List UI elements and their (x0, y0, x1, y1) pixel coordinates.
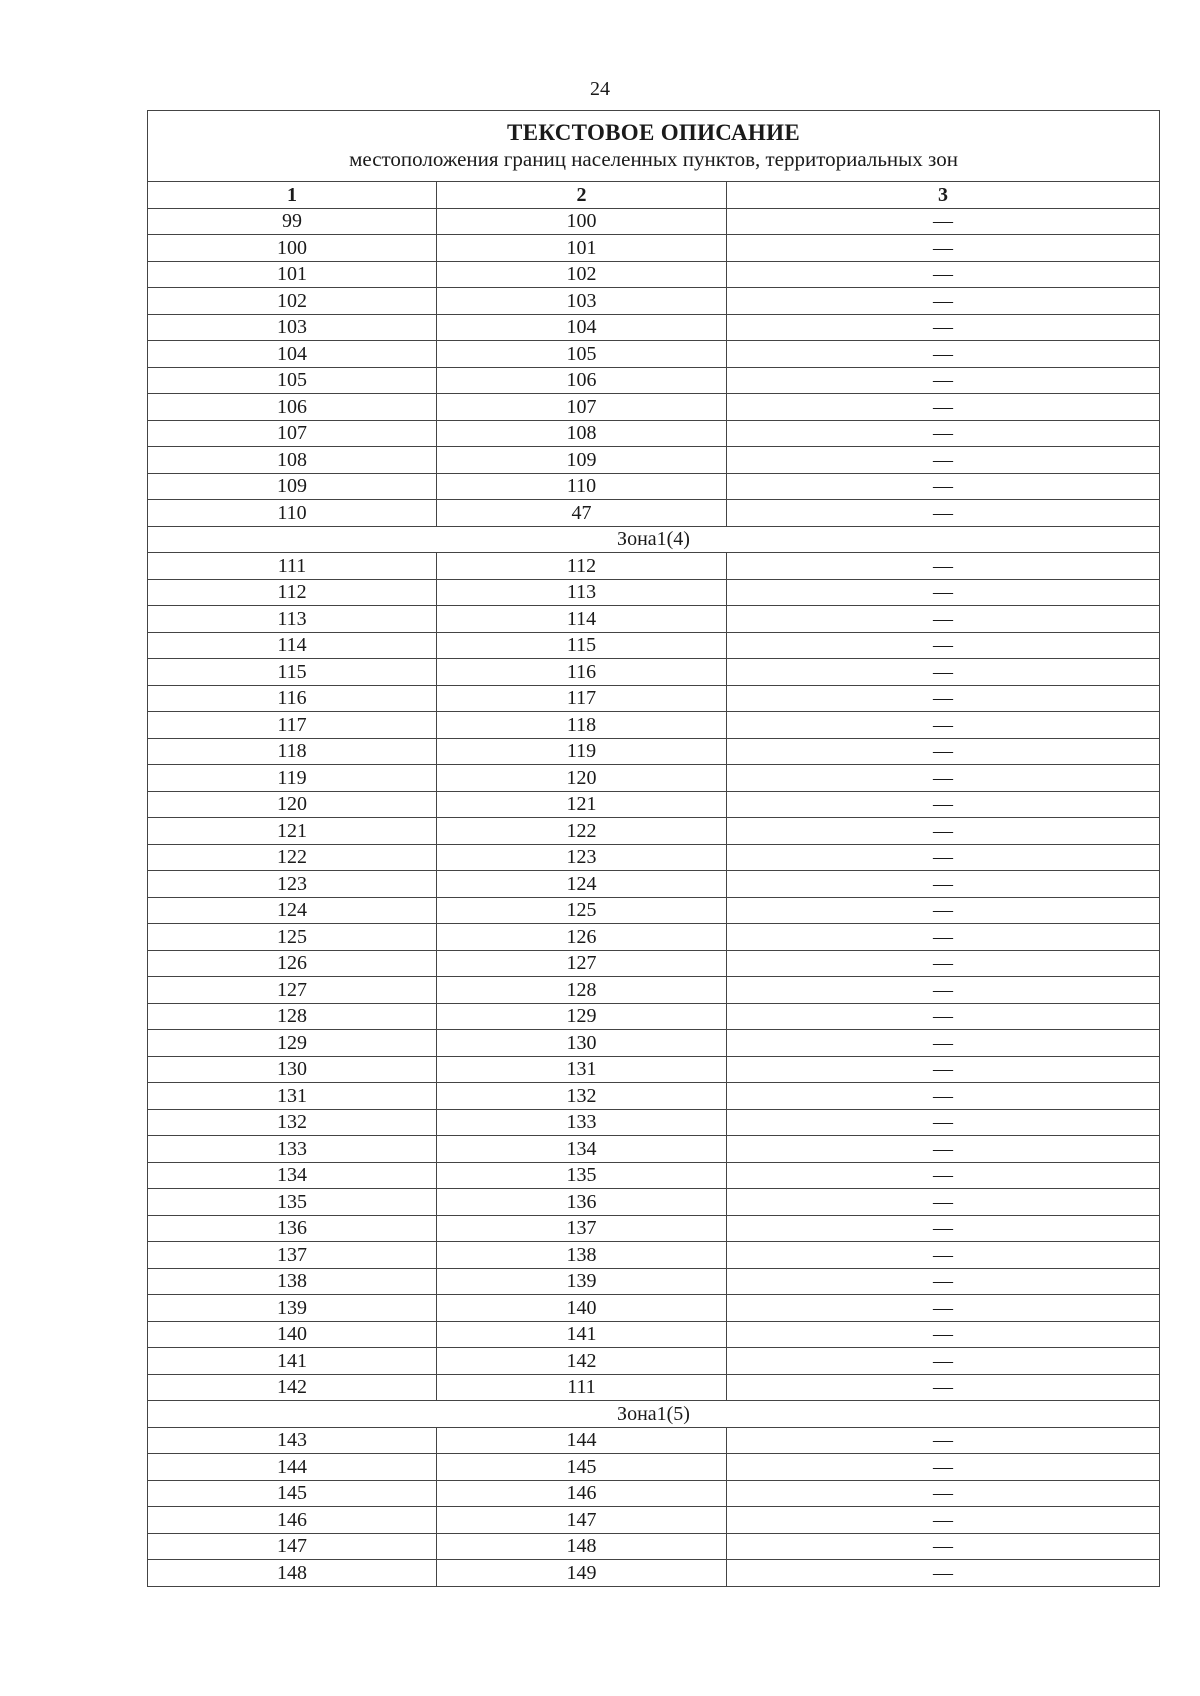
to-point-cell: 142 (437, 1348, 727, 1375)
from-point-cell: 100 (148, 235, 437, 262)
description-cell: — (727, 791, 1160, 818)
description-cell: — (727, 606, 1160, 633)
table-row (148, 1083, 1160, 1110)
description-cell: — (727, 924, 1160, 951)
description-cell: — (727, 1374, 1160, 1401)
zone-label: Зона1(5) (148, 1401, 1160, 1428)
from-point-cell: 141 (148, 1348, 437, 1375)
table-row (148, 897, 1160, 924)
to-point-cell: 128 (437, 977, 727, 1004)
to-point-cell: 122 (437, 818, 727, 845)
table-row (148, 579, 1160, 606)
column-header-row (148, 182, 1160, 209)
description-cell: — (727, 659, 1160, 686)
from-point-cell: 137 (148, 1242, 437, 1269)
table-row (148, 420, 1160, 447)
table-row (148, 1321, 1160, 1348)
table-row (148, 950, 1160, 977)
description-cell: — (727, 1162, 1160, 1189)
to-point-cell: 101 (437, 235, 727, 262)
description-cell: — (727, 1215, 1160, 1242)
table-row (148, 1374, 1160, 1401)
table-row (148, 261, 1160, 288)
table-row (148, 208, 1160, 235)
description-cell: — (727, 500, 1160, 527)
from-point-cell: 142 (148, 1374, 437, 1401)
to-point-cell: 118 (437, 712, 727, 739)
to-point-cell: 134 (437, 1136, 727, 1163)
table-row (148, 1030, 1160, 1057)
zone-label: Зона1(4) (148, 526, 1160, 553)
to-point-cell: 103 (437, 288, 727, 315)
to-point-cell: 100 (437, 208, 727, 235)
table-row (148, 500, 1160, 527)
table-row (148, 844, 1160, 871)
from-point-cell: 111 (148, 553, 437, 580)
table-row (148, 1268, 1160, 1295)
table-row (148, 1348, 1160, 1375)
zone-header-row (148, 1401, 1160, 1428)
to-point-cell: 111 (437, 1374, 727, 1401)
to-point-cell: 102 (437, 261, 727, 288)
description-cell: — (727, 1056, 1160, 1083)
from-point-cell: 128 (148, 1003, 437, 1030)
table-row (148, 712, 1160, 739)
table-row (148, 288, 1160, 315)
description-cell: — (727, 1268, 1160, 1295)
table-row (148, 1162, 1160, 1189)
table-row (148, 1560, 1160, 1587)
to-point-cell: 106 (437, 367, 727, 394)
to-point-cell: 132 (437, 1083, 727, 1110)
to-point-cell: 126 (437, 924, 727, 951)
description-cell: — (727, 288, 1160, 315)
from-point-cell: 133 (148, 1136, 437, 1163)
table-row (148, 606, 1160, 633)
from-point-cell: 118 (148, 738, 437, 765)
from-point-cell: 124 (148, 897, 437, 924)
table-row (148, 1215, 1160, 1242)
table-row (148, 447, 1160, 474)
description-cell: — (727, 208, 1160, 235)
to-point-cell: 140 (437, 1295, 727, 1322)
to-point-cell: 116 (437, 659, 727, 686)
zone-header-row (148, 526, 1160, 553)
description-cell: — (727, 314, 1160, 341)
from-point-cell: 138 (148, 1268, 437, 1295)
from-point-cell: 101 (148, 261, 437, 288)
to-point-cell: 131 (437, 1056, 727, 1083)
to-point-cell: 115 (437, 632, 727, 659)
from-point-cell: 144 (148, 1454, 437, 1481)
from-point-cell: 103 (148, 314, 437, 341)
from-point-cell: 136 (148, 1215, 437, 1242)
description-cell: — (727, 1189, 1160, 1216)
from-point-cell: 119 (148, 765, 437, 792)
description-cell: — (727, 1136, 1160, 1163)
from-point-cell: 147 (148, 1533, 437, 1560)
column-header-2: 2 (437, 182, 727, 209)
to-point-cell: 105 (437, 341, 727, 368)
description-cell: — (727, 447, 1160, 474)
from-point-cell: 105 (148, 367, 437, 394)
from-point-cell: 117 (148, 712, 437, 739)
table-row (148, 765, 1160, 792)
description-cell: — (727, 1321, 1160, 1348)
to-point-cell: 124 (437, 871, 727, 898)
description-cell: — (727, 1533, 1160, 1560)
description-cell: — (727, 1083, 1160, 1110)
table-row (148, 1480, 1160, 1507)
from-point-cell: 102 (148, 288, 437, 315)
table-body (148, 111, 1160, 1587)
description-cell: — (727, 367, 1160, 394)
from-point-cell: 132 (148, 1109, 437, 1136)
description-cell: — (727, 341, 1160, 368)
to-point-cell: 136 (437, 1189, 727, 1216)
description-cell: — (727, 420, 1160, 447)
table-row (148, 394, 1160, 421)
to-point-cell: 138 (437, 1242, 727, 1269)
description-cell: — (727, 553, 1160, 580)
description-cell: — (727, 977, 1160, 1004)
table-row (148, 1003, 1160, 1030)
table-row (148, 871, 1160, 898)
to-point-cell: 113 (437, 579, 727, 606)
to-point-cell: 135 (437, 1162, 727, 1189)
to-point-cell: 127 (437, 950, 727, 977)
description-cell: — (727, 897, 1160, 924)
from-point-cell: 140 (148, 1321, 437, 1348)
from-point-cell: 148 (148, 1560, 437, 1587)
description-cell: — (727, 685, 1160, 712)
description-cell: — (727, 1480, 1160, 1507)
description-cell: — (727, 1295, 1160, 1322)
from-point-cell: 123 (148, 871, 437, 898)
description-cell: — (727, 1507, 1160, 1534)
to-point-cell: 130 (437, 1030, 727, 1057)
description-cell: — (727, 818, 1160, 845)
from-point-cell: 99 (148, 208, 437, 235)
from-point-cell: 115 (148, 659, 437, 686)
description-cell: — (727, 871, 1160, 898)
to-point-cell: 119 (437, 738, 727, 765)
boundary-description-table (147, 110, 1160, 1587)
to-point-cell: 145 (437, 1454, 727, 1481)
table-row (148, 685, 1160, 712)
from-point-cell: 130 (148, 1056, 437, 1083)
to-point-cell: 147 (437, 1507, 727, 1534)
to-point-cell: 137 (437, 1215, 727, 1242)
table-row (148, 738, 1160, 765)
to-point-cell: 129 (437, 1003, 727, 1030)
to-point-cell: 149 (437, 1560, 727, 1587)
description-cell: — (727, 765, 1160, 792)
to-point-cell: 123 (437, 844, 727, 871)
from-point-cell: 134 (148, 1162, 437, 1189)
document-title: ТЕКСТОВОЕ ОПИСАНИЕ (507, 120, 800, 145)
from-point-cell: 143 (148, 1427, 437, 1454)
to-point-cell: 109 (437, 447, 727, 474)
description-cell: — (727, 844, 1160, 871)
description-cell: — (727, 473, 1160, 500)
description-cell: — (727, 950, 1160, 977)
table-row (148, 367, 1160, 394)
table-heading (148, 111, 1160, 182)
from-point-cell: 116 (148, 685, 437, 712)
description-cell: — (727, 1242, 1160, 1269)
to-point-cell: 139 (437, 1268, 727, 1295)
description-cell: — (727, 235, 1160, 262)
page-number: 24 (590, 78, 610, 100)
table-row (148, 235, 1160, 262)
to-point-cell: 141 (437, 1321, 727, 1348)
table-row (148, 659, 1160, 686)
from-point-cell: 109 (148, 473, 437, 500)
table-heading-row (148, 111, 1160, 182)
from-point-cell: 104 (148, 341, 437, 368)
from-point-cell: 121 (148, 818, 437, 845)
from-point-cell: 135 (148, 1189, 437, 1216)
from-point-cell: 112 (148, 579, 437, 606)
column-header-3: 3 (727, 182, 1160, 209)
to-point-cell: 121 (437, 791, 727, 818)
description-cell: — (727, 1109, 1160, 1136)
table-row (148, 791, 1160, 818)
to-point-cell: 114 (437, 606, 727, 633)
table-row (148, 1242, 1160, 1269)
description-cell: — (727, 738, 1160, 765)
to-point-cell: 47 (437, 500, 727, 527)
table-row (148, 1136, 1160, 1163)
description-cell: — (727, 1560, 1160, 1587)
from-point-cell: 108 (148, 447, 437, 474)
to-point-cell: 148 (437, 1533, 727, 1560)
to-point-cell: 133 (437, 1109, 727, 1136)
to-point-cell: 108 (437, 420, 727, 447)
from-point-cell: 107 (148, 420, 437, 447)
column-header-1: 1 (148, 182, 437, 209)
from-point-cell: 110 (148, 500, 437, 527)
table-row (148, 1507, 1160, 1534)
table-row (148, 977, 1160, 1004)
table-row (148, 1056, 1160, 1083)
from-point-cell: 129 (148, 1030, 437, 1057)
table-row (148, 553, 1160, 580)
table-row (148, 341, 1160, 368)
description-cell: — (727, 579, 1160, 606)
table-row (148, 1427, 1160, 1454)
from-point-cell: 127 (148, 977, 437, 1004)
description-cell: — (727, 1348, 1160, 1375)
table-row (148, 314, 1160, 341)
description-cell: — (727, 1003, 1160, 1030)
from-point-cell: 106 (148, 394, 437, 421)
table-row (148, 1295, 1160, 1322)
to-point-cell: 117 (437, 685, 727, 712)
from-point-cell: 122 (148, 844, 437, 871)
to-point-cell: 125 (437, 897, 727, 924)
description-cell: — (727, 261, 1160, 288)
from-point-cell: 120 (148, 791, 437, 818)
from-point-cell: 131 (148, 1083, 437, 1110)
from-point-cell: 113 (148, 606, 437, 633)
to-point-cell: 107 (437, 394, 727, 421)
from-point-cell: 146 (148, 1507, 437, 1534)
description-cell: — (727, 394, 1160, 421)
document-subtitle: местоположения границ населенных пунктов, территориальных зон (349, 147, 958, 171)
table-row (148, 1189, 1160, 1216)
description-cell: — (727, 1427, 1160, 1454)
table-row (148, 1533, 1160, 1560)
table-row (148, 473, 1160, 500)
to-point-cell: 144 (437, 1427, 727, 1454)
to-point-cell: 112 (437, 553, 727, 580)
table-row (148, 924, 1160, 951)
table-row (148, 632, 1160, 659)
from-point-cell: 139 (148, 1295, 437, 1322)
table-row (148, 1454, 1160, 1481)
to-point-cell: 110 (437, 473, 727, 500)
to-point-cell: 146 (437, 1480, 727, 1507)
to-point-cell: 120 (437, 765, 727, 792)
description-cell: — (727, 712, 1160, 739)
from-point-cell: 126 (148, 950, 437, 977)
table-row (148, 1109, 1160, 1136)
from-point-cell: 145 (148, 1480, 437, 1507)
table-row (148, 818, 1160, 845)
description-cell: — (727, 632, 1160, 659)
description-cell: — (727, 1454, 1160, 1481)
to-point-cell: 104 (437, 314, 727, 341)
description-cell: — (727, 1030, 1160, 1057)
from-point-cell: 114 (148, 632, 437, 659)
from-point-cell: 125 (148, 924, 437, 951)
